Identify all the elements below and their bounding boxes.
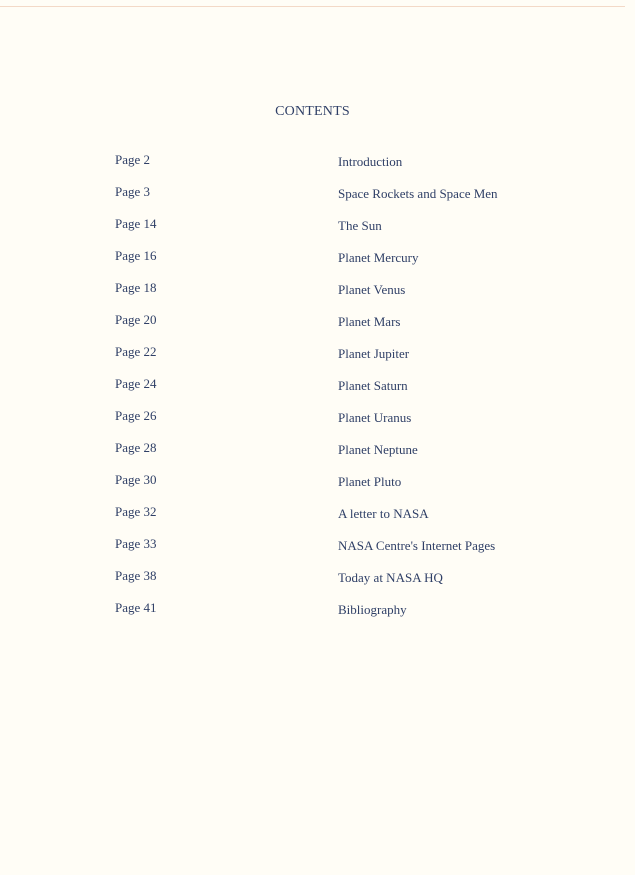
toc-page-number: Page 32 xyxy=(115,504,157,519)
toc-entry-title: Planet Saturn xyxy=(338,378,408,393)
toc-row xyxy=(0,472,635,492)
toc-row xyxy=(0,600,635,620)
contents-title: CONTENTS xyxy=(275,104,350,119)
toc-row xyxy=(0,408,635,428)
toc-page-number: Page 14 xyxy=(115,216,157,231)
toc-page-number: Page 30 xyxy=(115,472,157,487)
toc-page-number: Page 41 xyxy=(115,600,157,615)
toc-page-number: Page 18 xyxy=(115,280,157,295)
toc-entry-title: Today at NASA HQ xyxy=(338,570,443,585)
toc-page-number: Page 24 xyxy=(115,376,157,391)
toc-entry-title: Space Rockets and Space Men xyxy=(338,186,498,201)
toc-page-number: Page 38 xyxy=(115,568,157,583)
toc-page-number: Page 22 xyxy=(115,344,157,359)
toc-row xyxy=(0,280,635,300)
toc-entry-title: Bibliography xyxy=(338,602,407,617)
toc-row xyxy=(0,216,635,236)
toc-row xyxy=(0,536,635,556)
toc-page-number: Page 16 xyxy=(115,248,157,263)
toc-row xyxy=(0,152,635,172)
toc-entry-title: Planet Jupiter xyxy=(338,346,410,361)
page-top-edge xyxy=(0,6,625,7)
toc-entry-title: The Sun xyxy=(338,218,382,233)
toc-entry-title: Planet Mercury xyxy=(338,250,419,265)
toc-row xyxy=(0,568,635,588)
toc-entry-title: Planet Mars xyxy=(338,314,401,329)
toc-entry-title: Planet Uranus xyxy=(338,410,412,425)
toc-page-number: Page 33 xyxy=(115,536,157,551)
toc-entry-title: Planet Venus xyxy=(338,282,406,297)
toc-row xyxy=(0,376,635,396)
toc-row xyxy=(0,344,635,364)
toc-entry-title: NASA Centre's Internet Pages xyxy=(338,538,496,553)
toc-entry-title: A letter to NASA xyxy=(338,506,429,521)
toc-row xyxy=(0,312,635,332)
toc-entry-title: Introduction xyxy=(338,154,403,169)
toc-page-number: Page 2 xyxy=(115,152,151,167)
toc-page-number: Page 26 xyxy=(115,408,157,423)
toc-page-number: Page 28 xyxy=(115,440,157,455)
toc-page-number: Page 20 xyxy=(115,312,157,327)
toc-row xyxy=(0,184,635,204)
toc-entry-title: Planet Neptune xyxy=(338,442,418,457)
toc-row xyxy=(0,440,635,460)
toc-page-number: Page 3 xyxy=(115,184,151,199)
toc-row xyxy=(0,248,635,268)
toc-row xyxy=(0,504,635,524)
toc-entry-title: Planet Pluto xyxy=(338,474,402,489)
